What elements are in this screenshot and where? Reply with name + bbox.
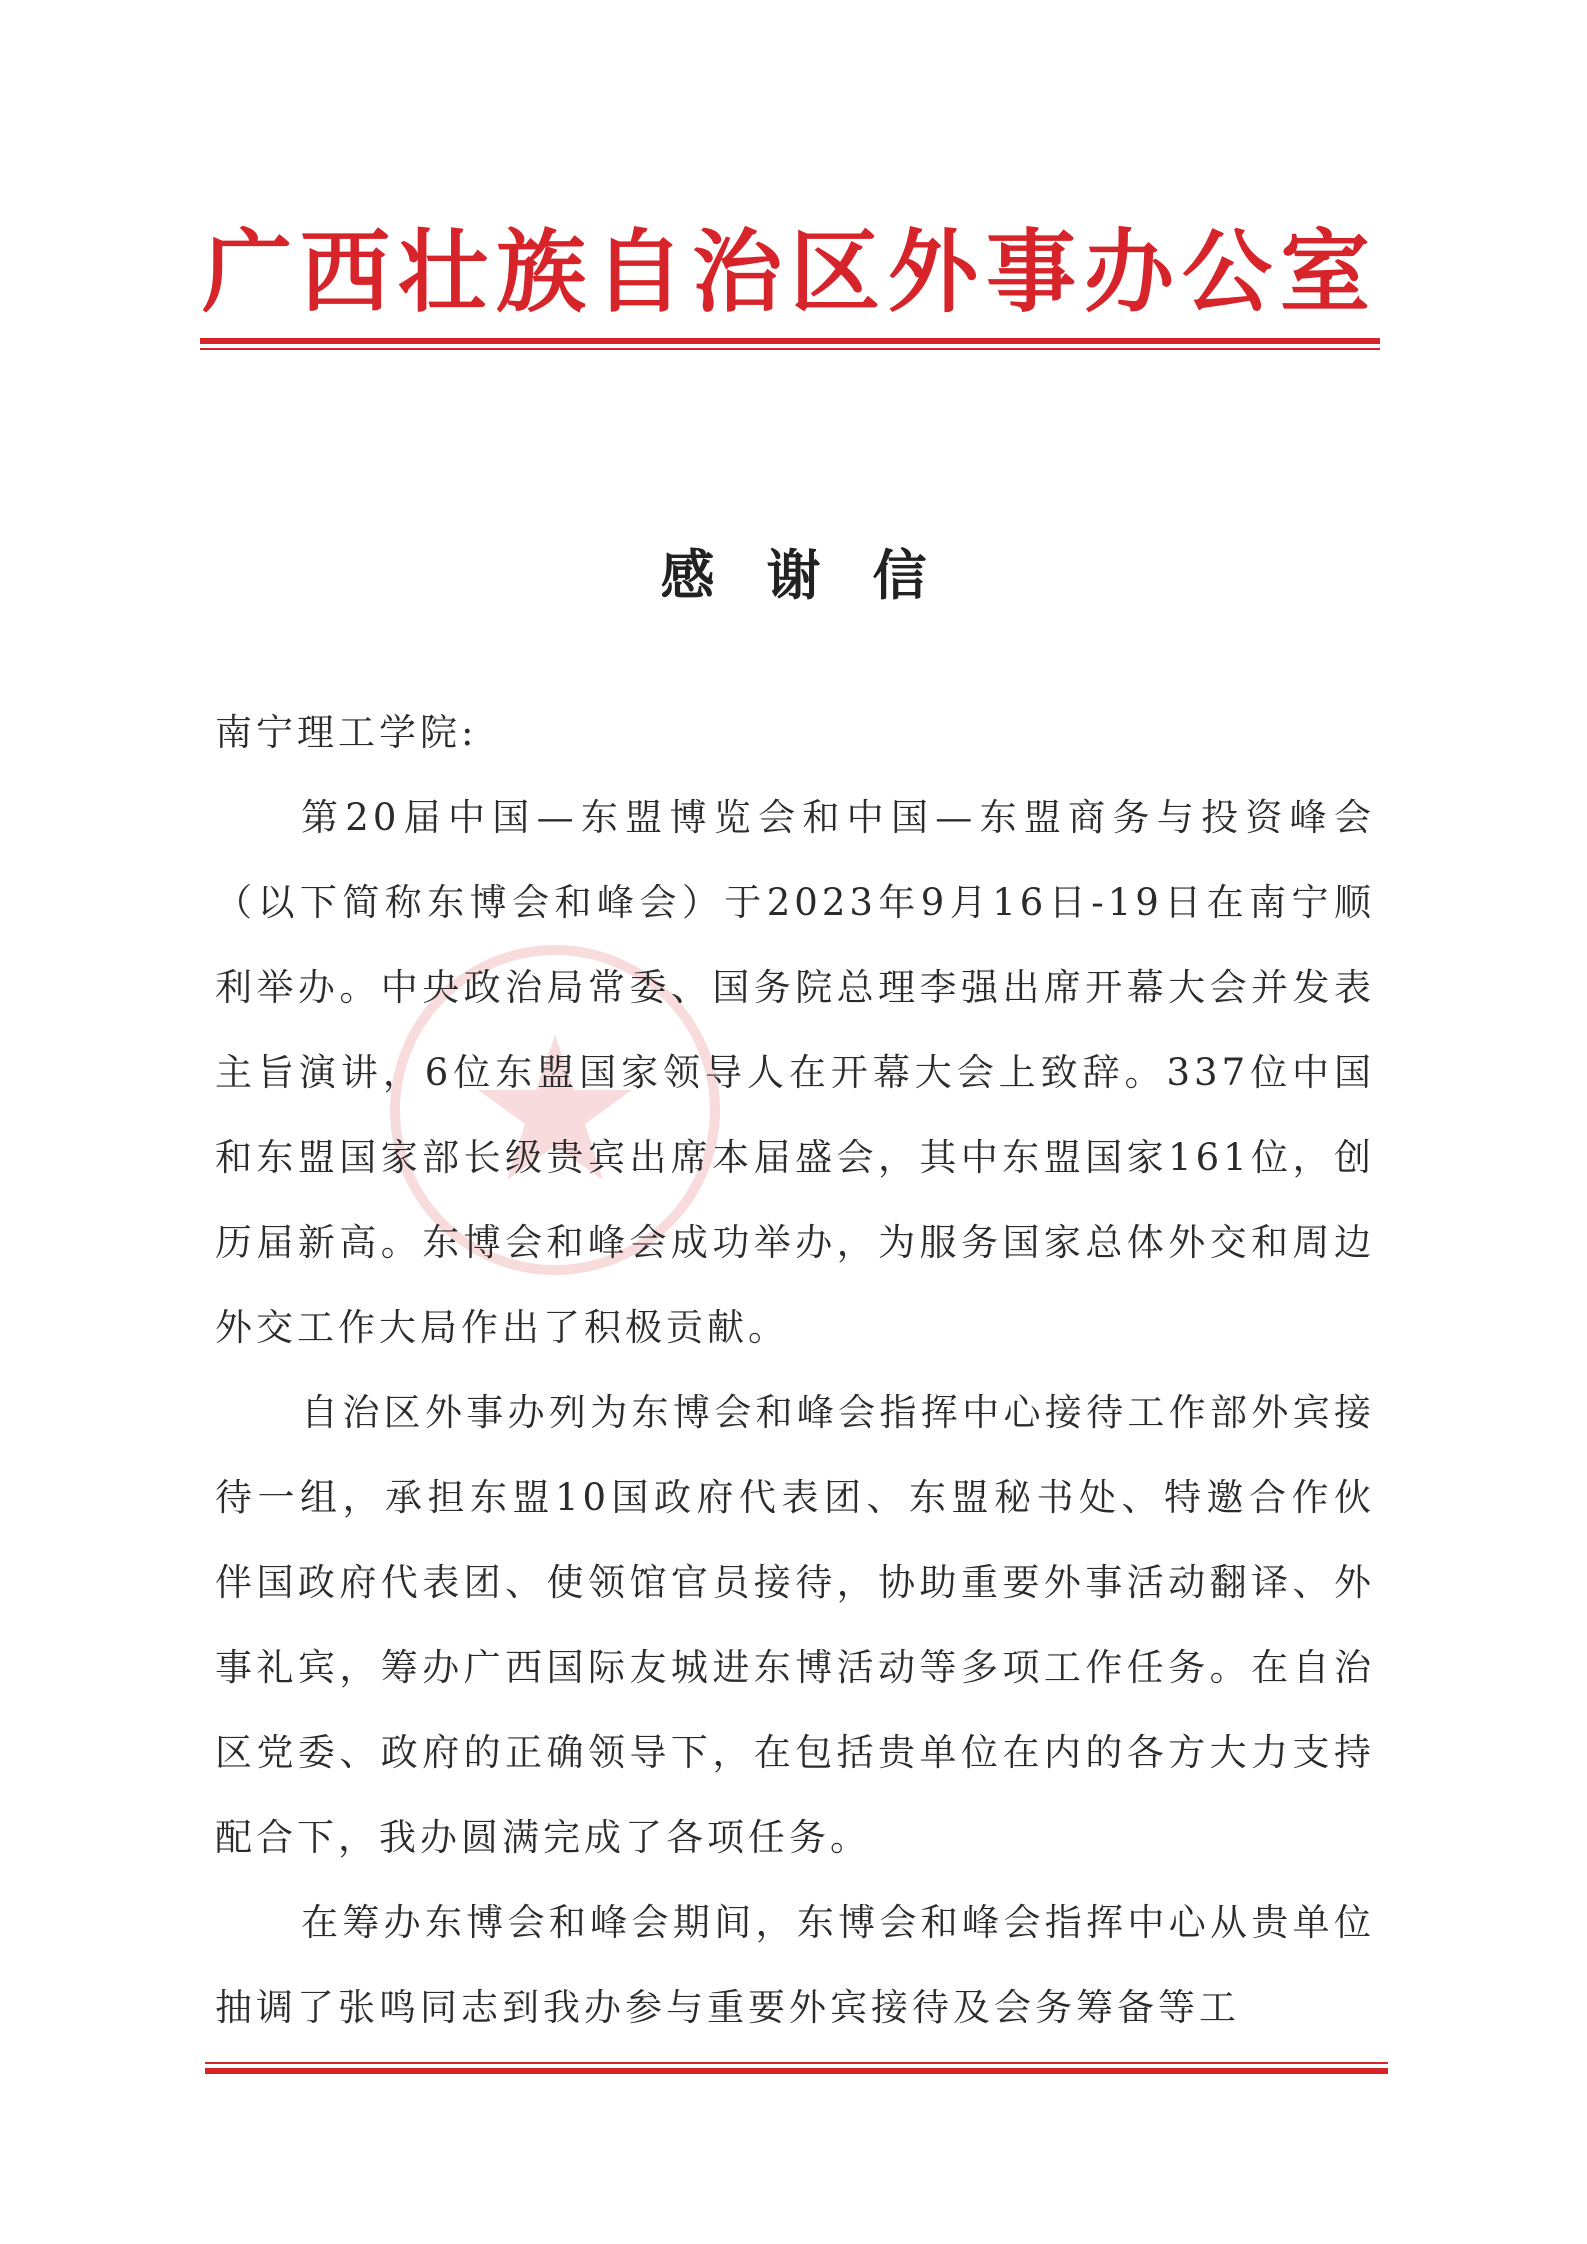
footer-rule-thin <box>205 2062 1388 2064</box>
letter-body <box>215 690 1375 2050</box>
body-paragraph-2: 自治区外事办列为东博会和峰会指挥中心接待工作部外宾接待一组，承担东盟10国政府代表团、东盟秘书处、特邀合作伙伴国政府代表团、使领馆官员接待，协助重要外事活动翻译、外事礼宾，筹办广西国际友城进东博活动等多项工作任务。在自治区党委、政府的正确领导下，在包括贵单位在内的各方大力支持配合下，我办圆满完成了各项任务。 <box>215 1391 1375 1859</box>
body-paragraph-1: 第20届中国—东盟博览会和中国—东盟商务与投资峰会（以下简称东博会和峰会）于2023年9月16日-19日在南宁顺利举办。中央政治局常委、国务院总理李强出席开幕大会并发表主旨演讲，6位东盟国家领导人在开幕大会上致辞。337位中国和东盟国家部长级贵宾出席本届盛会，其中东盟国家161位，创历届新高。东博会和峰会成功举办，为服务国家总体外交和周边外交工作大局作出了积极贡献。 <box>215 796 1375 1349</box>
letterhead-rule-thick <box>200 338 1380 344</box>
document-title: 感谢信 <box>660 543 979 607</box>
letterhead-rule-thin <box>200 348 1380 350</box>
salutation: 南宁理工学院: <box>215 711 478 754</box>
body-paragraph-3: 在筹办东博会和峰会期间，东博会和峰会指挥中心从贵单位抽调了张鸣同志到我办参与重要外宾接待及会务筹备等工 <box>215 1901 1375 2029</box>
letterhead-org-name: 广西壮族自治区外事办公室 <box>202 220 1378 325</box>
footer-rule-thick <box>205 2068 1388 2074</box>
